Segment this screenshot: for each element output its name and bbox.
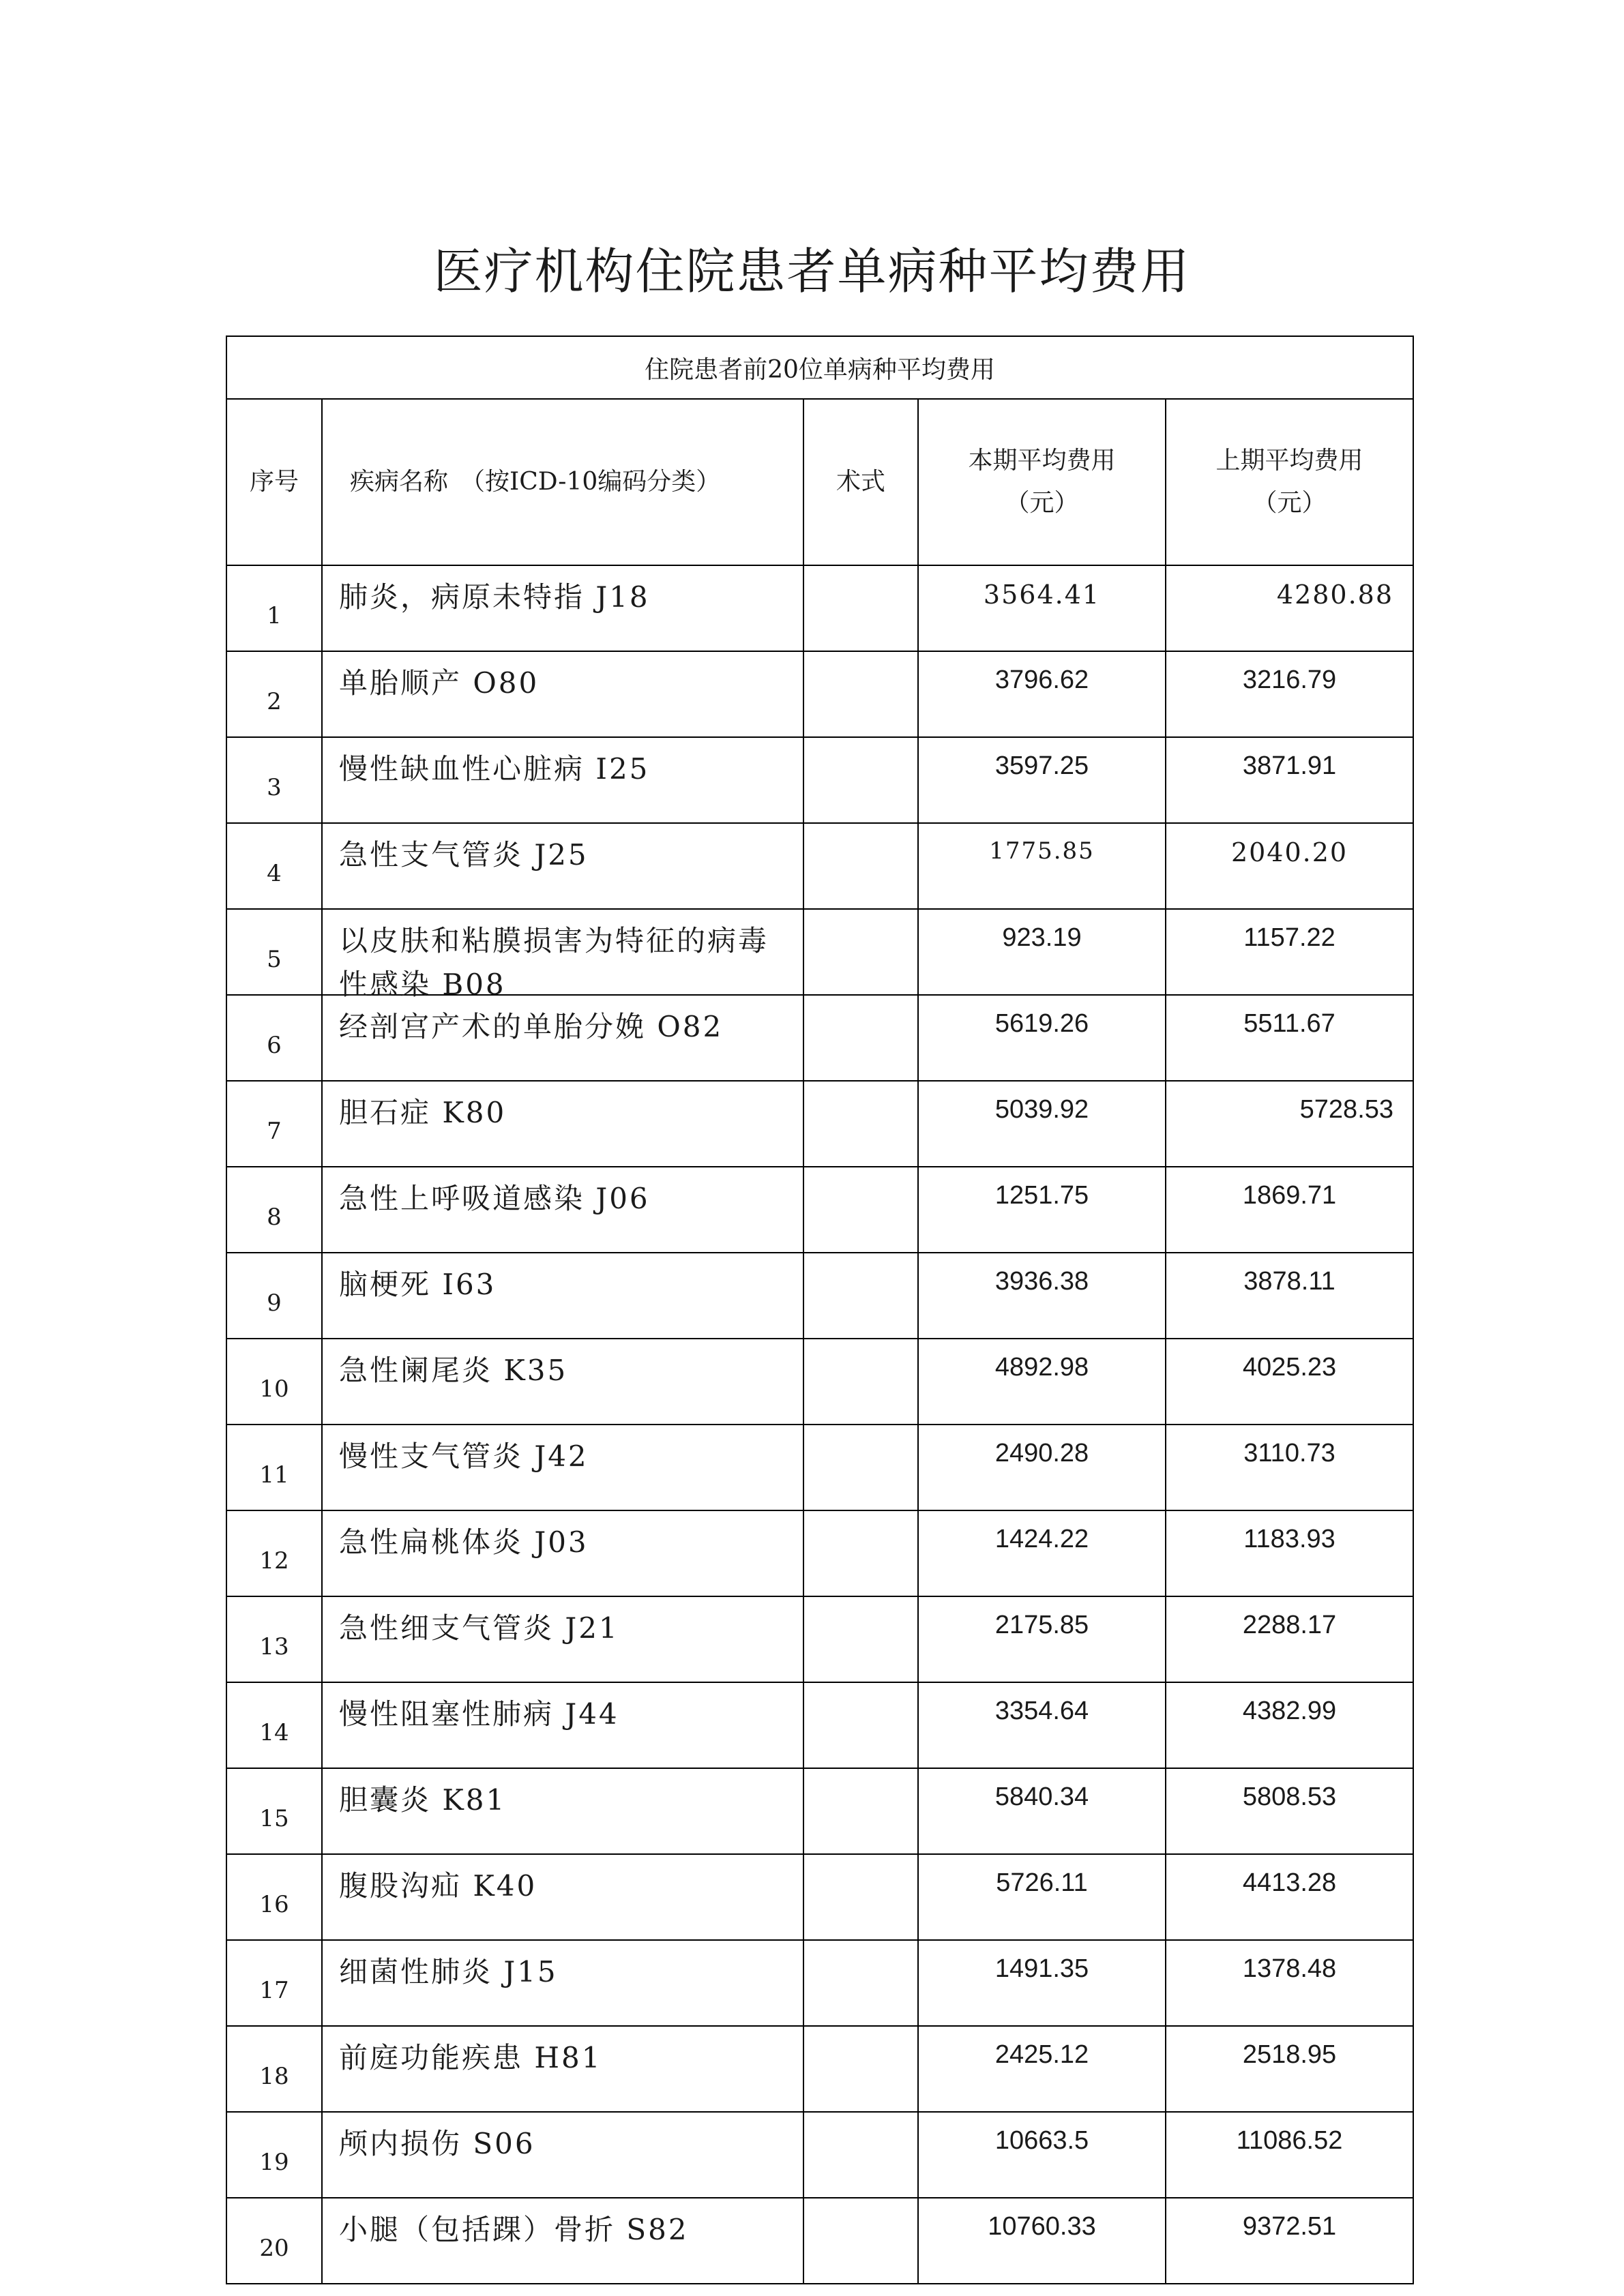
- row-current-average: 2175.85: [918, 1596, 1166, 1682]
- row-disease-name: 急性支气管炎 J25: [322, 823, 803, 909]
- row-previous-average: 2288.17: [1166, 1596, 1413, 1682]
- row-procedure: [803, 737, 918, 823]
- table-row: [226, 823, 1413, 909]
- row-procedure: [803, 651, 918, 737]
- row-current-average: 2490.28: [918, 1425, 1166, 1510]
- row-index: 6: [226, 995, 322, 1081]
- row-procedure: [803, 2198, 918, 2284]
- table-caption: 住院患者前20位单病种平均费用: [226, 336, 1413, 399]
- row-current-average: 3796.62: [918, 651, 1166, 737]
- table-row: [226, 651, 1413, 737]
- table-row: [226, 737, 1413, 823]
- row-previous-average: 1378.48: [1166, 1940, 1413, 2026]
- row-current-average: 4892.98: [918, 1339, 1166, 1425]
- page-title: 医疗机构住院患者单病种平均费用: [433, 243, 1191, 300]
- table-row: [226, 1167, 1413, 1253]
- row-procedure: [803, 565, 918, 651]
- row-disease-name: 急性扁桃体炎 J03: [322, 1510, 803, 1596]
- row-previous-average: 5728.53: [1166, 1081, 1413, 1167]
- row-previous-average: 9372.51: [1166, 2198, 1413, 2284]
- row-index: 7: [226, 1081, 322, 1167]
- row-previous-average: 2518.95: [1166, 2026, 1413, 2112]
- row-procedure: [803, 2026, 918, 2112]
- average-cost-table: [226, 336, 1414, 2284]
- table-row: [226, 2026, 1413, 2112]
- table-row: [226, 1768, 1413, 1854]
- row-disease-name: 小腿（包括踝）骨折 S82: [322, 2198, 803, 2284]
- row-previous-average: 4382.99: [1166, 1682, 1413, 1768]
- header-disease-name: 疾病名称 （按ICD-10编码分类）: [322, 399, 803, 565]
- row-index: 13: [226, 1596, 322, 1682]
- table-row: [226, 995, 1413, 1081]
- row-procedure: [803, 2112, 918, 2198]
- row-current-average: 923.19: [918, 909, 1166, 995]
- row-index: 18: [226, 2026, 322, 2112]
- table-row: [226, 1339, 1413, 1425]
- row-current-average: 1491.35: [918, 1940, 1166, 2026]
- row-procedure: [803, 1425, 918, 1510]
- table-row: [226, 2112, 1413, 2198]
- row-disease-name: 细菌性肺炎 J15: [322, 1940, 803, 2026]
- row-disease-name: 急性上呼吸道感染 J06: [322, 1167, 803, 1253]
- row-disease-name-text: 以皮肤和粘膜损害为特征的病毒性感染 B08: [339, 924, 769, 1001]
- row-disease-name: 慢性阻塞性肺病 J44: [322, 1682, 803, 1768]
- table-row: [226, 1854, 1413, 1940]
- row-disease-name: 急性细支气管炎 J21: [322, 1596, 803, 1682]
- row-disease-name: 颅内损伤 S06: [322, 2112, 803, 2198]
- row-procedure: [803, 1940, 918, 2026]
- row-disease-name: 慢性支气管炎 J42: [322, 1425, 803, 1510]
- row-current-average: 10760.33: [918, 2198, 1166, 2284]
- row-index: 10: [226, 1339, 322, 1425]
- row-procedure: [803, 1510, 918, 1596]
- row-previous-average: 3216.79: [1166, 651, 1413, 737]
- row-current-average: 5726.11: [918, 1854, 1166, 1940]
- row-index: 12: [226, 1510, 322, 1596]
- row-current-average: 1424.22: [918, 1510, 1166, 1596]
- table-row: [226, 1081, 1413, 1167]
- row-index: 3: [226, 737, 322, 823]
- row-previous-average: 11086.52: [1166, 2112, 1413, 2198]
- row-previous-average: 3871.91: [1166, 737, 1413, 823]
- header-procedure: 术式: [803, 399, 918, 565]
- row-current-average: 3597.25: [918, 737, 1166, 823]
- row-index: 20: [226, 2198, 322, 2284]
- row-previous-average: 2040.20: [1166, 823, 1413, 909]
- row-index: 5: [226, 909, 322, 995]
- table-row: [226, 1253, 1413, 1339]
- row-previous-average: 3110.73: [1166, 1425, 1413, 1510]
- row-index: 17: [226, 1940, 322, 2026]
- row-index: 16: [226, 1854, 322, 1940]
- header-current-average: [918, 399, 1166, 565]
- row-index: 14: [226, 1682, 322, 1768]
- row-procedure: [803, 1167, 918, 1253]
- row-disease-name: 经剖宫产术的单胎分娩 O82: [322, 995, 803, 1081]
- table-row: [226, 1682, 1413, 1768]
- row-current-average: 3936.38: [918, 1253, 1166, 1339]
- row-previous-average: 3878.11: [1166, 1253, 1413, 1339]
- row-current-average: 5840.34: [918, 1768, 1166, 1854]
- row-index: 1: [226, 565, 322, 651]
- row-disease-name: 前庭功能疾患 H81: [322, 2026, 803, 2112]
- header-previous-average-unit: （元）: [1252, 489, 1327, 517]
- row-index: 4: [226, 823, 322, 909]
- row-disease-name: [322, 909, 803, 1001]
- row-index: 11: [226, 1425, 322, 1510]
- row-procedure: [803, 1596, 918, 1682]
- header-current-average-unit: （元）: [1005, 489, 1079, 517]
- row-disease-name: 急性阑尾炎 K35: [322, 1339, 803, 1425]
- header-previous-average: [1166, 399, 1413, 565]
- header-current-average-label: 本期平均费用: [968, 447, 1116, 475]
- row-previous-average: 4025.23: [1166, 1339, 1413, 1425]
- row-previous-average: 1183.93: [1166, 1510, 1413, 1596]
- row-previous-average: 1869.71: [1166, 1167, 1413, 1253]
- row-procedure: [803, 1339, 918, 1425]
- row-previous-average: 5808.53: [1166, 1768, 1413, 1854]
- row-procedure: [803, 1682, 918, 1768]
- row-current-average: 5039.92: [918, 1081, 1166, 1167]
- row-procedure: [803, 1253, 918, 1339]
- table-row: [226, 565, 1413, 651]
- row-current-average: 2425.12: [918, 2026, 1166, 2112]
- row-disease-name: 慢性缺血性心脏病 I25: [322, 737, 803, 823]
- row-current-average: 1775.85: [918, 823, 1166, 909]
- row-procedure: [803, 1768, 918, 1854]
- row-procedure: [803, 909, 918, 995]
- row-index: 15: [226, 1768, 322, 1854]
- row-previous-average: 4413.28: [1166, 1854, 1413, 1940]
- row-current-average: 5619.26: [918, 995, 1166, 1081]
- table-row: [226, 1940, 1413, 2026]
- row-current-average: 10663.5: [918, 2112, 1166, 2198]
- row-disease-name: 肺炎，病原未特指 J18: [322, 565, 803, 651]
- table-header-row: [226, 399, 1413, 565]
- table-row: [226, 1425, 1413, 1510]
- row-disease-name: 腹股沟疝 K40: [322, 1854, 803, 1940]
- row-procedure: [803, 995, 918, 1081]
- row-procedure: [803, 1854, 918, 1940]
- row-disease-name: 单胎顺产 O80: [322, 651, 803, 737]
- row-procedure: [803, 823, 918, 909]
- row-previous-average: 5511.67: [1166, 995, 1413, 1081]
- row-index: 8: [226, 1167, 322, 1253]
- row-index: 2: [226, 651, 322, 737]
- header-index: 序号: [226, 399, 322, 565]
- header-previous-average-label: 上期平均费用: [1215, 447, 1363, 475]
- table-row: [226, 1596, 1413, 1682]
- row-current-average: 1251.75: [918, 1167, 1166, 1253]
- row-previous-average: 4280.88: [1166, 565, 1413, 651]
- row-index: 9: [226, 1253, 322, 1339]
- table-row: [226, 909, 1413, 995]
- row-disease-name: 脑梗死 I63: [322, 1253, 803, 1339]
- row-previous-average: 1157.22: [1166, 909, 1413, 995]
- row-disease-name: 胆囊炎 K81: [322, 1768, 803, 1854]
- row-current-average: 3354.64: [918, 1682, 1166, 1768]
- table-row: [226, 2198, 1413, 2284]
- row-procedure: [803, 1081, 918, 1167]
- row-current-average: 3564.41: [918, 565, 1166, 651]
- row-disease-name: 胆石症 K80: [322, 1081, 803, 1167]
- row-index: 19: [226, 2112, 322, 2198]
- table-row: [226, 1510, 1413, 1596]
